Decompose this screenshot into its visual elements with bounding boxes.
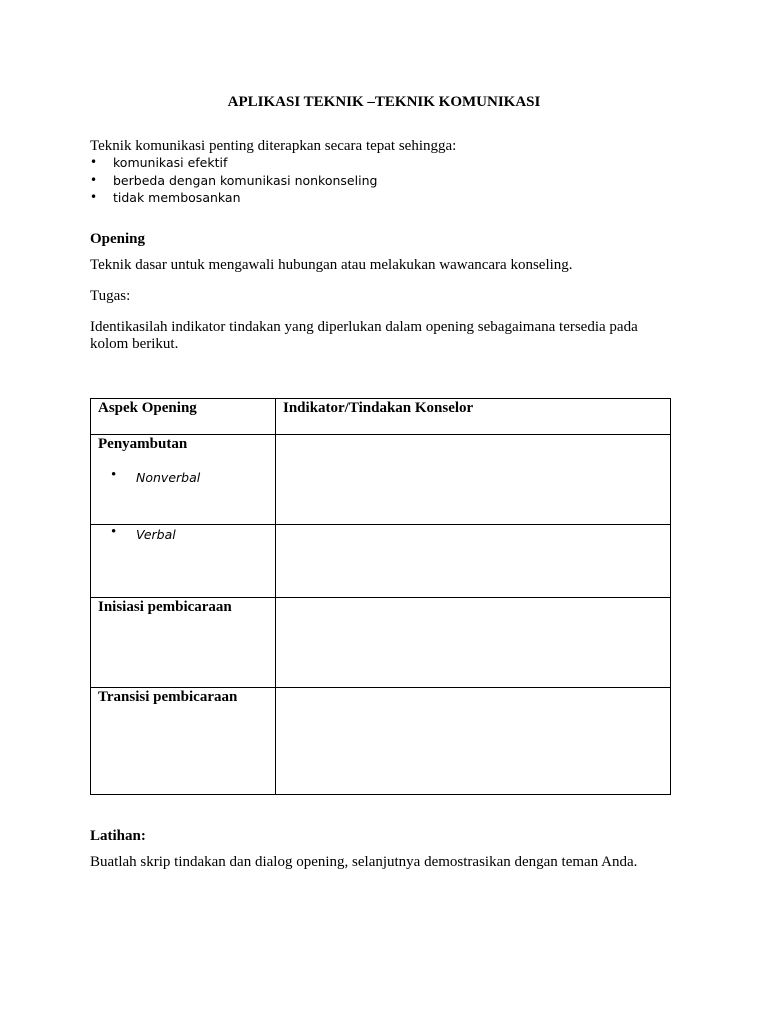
bullet-icon: • <box>90 173 98 187</box>
nonverbal-item <box>91 468 275 488</box>
bullet-icon: • <box>90 190 98 204</box>
opening-aspects-table <box>90 398 671 795</box>
table-row <box>91 525 671 598</box>
indicator-input-cell[interactable] <box>276 598 671 688</box>
aspect-cell <box>91 435 276 525</box>
inisiasi-label: Inisiasi pembicaraan <box>98 599 232 615</box>
indicator-input-cell[interactable] <box>276 688 671 795</box>
bullet-text: komunikasi efektif <box>113 155 228 170</box>
table-header-row <box>91 399 671 435</box>
table-header-cell <box>91 399 276 435</box>
indicator-input-cell[interactable] <box>276 525 671 598</box>
opening-heading: Opening <box>90 231 146 247</box>
table-header-cell <box>276 399 671 435</box>
latihan-description: Buatlah skrip tindakan dan dialog opening, selanjutnya demostrasikan dengan teman Anda. <box>90 854 638 870</box>
bullet-icon: • <box>90 155 98 169</box>
tugas-label: Tugas: <box>90 288 131 304</box>
bullet-text: tidak membosankan <box>113 190 241 205</box>
instruction-line-1: Identikasilah indikator tindakan yang diperlukan dalam opening sebagaimana tersedia pada <box>90 319 638 335</box>
header-indikator: Indikator/Tindakan Konselor <box>283 400 474 416</box>
table-row <box>91 598 671 688</box>
nonverbal-label: Nonverbal <box>136 470 201 485</box>
opening-description: Teknik dasar untuk mengawali hubungan atau melakukan wawancara konseling. <box>90 257 573 273</box>
verbal-item <box>91 525 275 545</box>
table-row <box>91 688 671 795</box>
transisi-label: Transisi pembicaraan <box>98 689 238 705</box>
table-row <box>91 435 671 525</box>
aspect-cell <box>91 688 276 795</box>
header-aspek-opening: Aspek Opening <box>98 400 197 416</box>
bullet-icon: • <box>111 524 117 540</box>
bullet-text: berbeda dengan komunikasi nonkonseling <box>113 173 378 188</box>
latihan-heading: Latihan: <box>90 828 146 844</box>
aspect-cell <box>91 598 276 688</box>
indicator-input-cell[interactable] <box>276 435 671 525</box>
document-title: APLIKASI TEKNIK –TEKNIK KOMUNIKASI <box>227 94 541 110</box>
bullet-icon: • <box>111 467 117 483</box>
aspect-cell <box>91 525 276 598</box>
intro-text: Teknik komunikasi penting diterapkan secara tepat sehingga: <box>90 138 457 154</box>
verbal-label: Verbal <box>136 527 176 542</box>
penyambutan-label: Penyambutan <box>98 436 188 452</box>
instruction-line-2: kolom berikut. <box>90 336 179 352</box>
